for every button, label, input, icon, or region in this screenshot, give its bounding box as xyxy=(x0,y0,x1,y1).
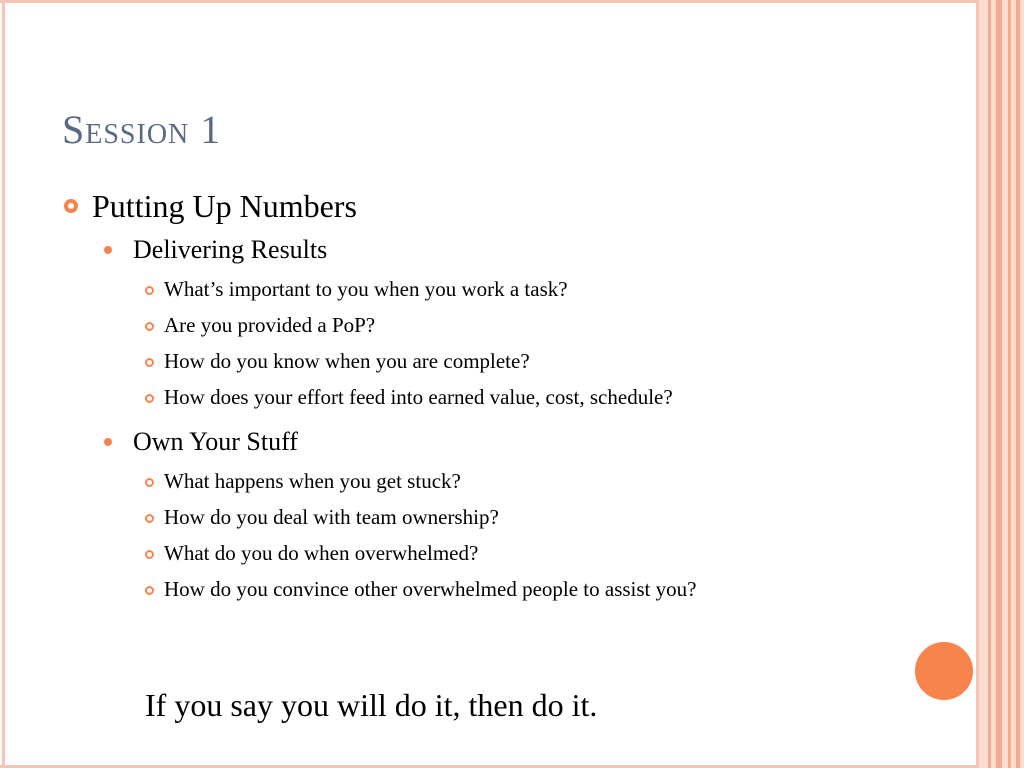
bullet-text: How do you know when you are complete? xyxy=(164,349,530,373)
ring-bullet-icon xyxy=(145,286,154,295)
dot-bullet-icon xyxy=(104,246,112,254)
frame-left-border xyxy=(2,0,5,768)
bullet-level3 xyxy=(143,466,864,496)
ring-bullet-icon xyxy=(64,199,78,213)
bullet-level1-text: Putting Up Numbers xyxy=(92,188,357,224)
section-heading: Delivering Results xyxy=(133,235,328,264)
ring-bullet-icon xyxy=(145,586,154,595)
bullet-level3 xyxy=(143,382,864,412)
dot-bullet-icon xyxy=(104,438,112,446)
ring-bullet-icon xyxy=(145,394,154,403)
ring-bullet-icon xyxy=(145,358,154,367)
decorative-stripe xyxy=(1016,0,1020,768)
bullet-text: Are you provided a PoP? xyxy=(164,313,376,337)
closing-quote: If you say you will do it, then do it. xyxy=(145,687,598,723)
bullet-level3 xyxy=(143,274,864,304)
bullet-text: What happens when you get stuck? xyxy=(164,469,461,493)
slide-title: Session 1 xyxy=(62,107,222,152)
ring-bullet-icon xyxy=(145,322,154,331)
decorative-circle xyxy=(913,640,975,702)
ring-bullet-icon xyxy=(145,478,154,487)
ring-bullet-icon xyxy=(145,514,154,523)
decorative-stripe xyxy=(996,0,1002,768)
bullet-level3 xyxy=(143,574,864,604)
bullet-level2 xyxy=(104,424,922,460)
bullet-text: What’s important to you when you work a task? xyxy=(164,277,568,301)
bullet-text: How do you deal with team ownership? xyxy=(164,505,499,529)
bullet-level3 xyxy=(143,538,864,568)
slide-content xyxy=(62,184,922,604)
bullet-level1 xyxy=(62,184,922,228)
decorative-stripe xyxy=(1008,0,1011,768)
bullet-level3 xyxy=(143,310,864,340)
frame-top-border xyxy=(0,0,978,3)
bullet-level3 xyxy=(143,502,864,532)
section-heading: Own Your Stuff xyxy=(133,427,298,456)
bullet-text: How do you convince other overwhelmed people to assist you? xyxy=(164,577,697,601)
ring-bullet-icon xyxy=(145,550,154,559)
bullet-text: How does your effort feed into earned value, cost, schedule? xyxy=(164,385,673,409)
decorative-stripe xyxy=(988,0,991,768)
bullet-level3 xyxy=(143,346,864,376)
bullet-text: What do you do when overwhelmed? xyxy=(164,541,479,565)
bullet-level2 xyxy=(104,232,922,268)
